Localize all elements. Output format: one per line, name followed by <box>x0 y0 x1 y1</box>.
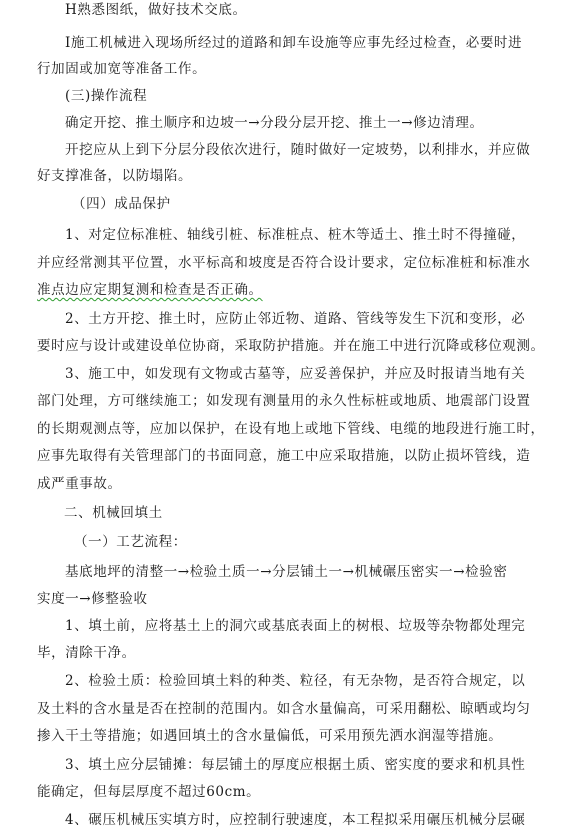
text-line-protection-3: 3、施工中，如发现有文物或古墓等，应妥善保护，并应及时报请当地有关 <box>65 366 526 382</box>
text-line-protection-2: 2、土方开挖、推土时，应防止邻近物、道路、管线等发生下沉和变形，必 <box>65 311 526 327</box>
text-line-protection-2-cont: 要时应与设计或建设单位协商，采取防护措施。并在施工中进行沉降或移位观测。 <box>37 338 545 354</box>
text-line-process-flow-cont: 实度一→修整验收 <box>37 591 148 607</box>
text-line-protection-3-end: 成严重事故。 <box>37 476 122 492</box>
text-line-backfill-2: 2、检验土质：检验回填土料的种类、粒径，有无杂物，是否符合规定，以 <box>65 673 526 689</box>
text-line-protection-3-cont-b: 的长期观测点等，应加以保护，在设有地上或地下管线、电缆的地段进行施工时， <box>37 421 545 437</box>
text-line-machinery-access-cont: 行加固或加宽等准备工作。 <box>37 61 207 77</box>
text-line-backfill-3-cont: 能确定，但每层厚度不超过60cm。 <box>37 784 261 800</box>
section-heading-operation-flow: (三)操作流程 <box>65 88 148 104</box>
text-line-backfill-3: 3、填土应分层铺摊：每层铺土的厚度应根据土质、密实度的要求和机具性 <box>65 757 526 773</box>
section-heading-mechanical-backfill: 二、机械回填土 <box>64 505 163 521</box>
text-line-operation-flow: 确定开挖、推土顺序和边坡一→分段分层开挖、推土一→修边清理。 <box>65 115 484 131</box>
section-heading-process-flow: （一）工艺流程： <box>74 534 187 550</box>
text-line-backfill-2-cont-b: 掺入干土等措施；如遇回填土的含水量偏低，可采用预先洒水润湿等措施。 <box>37 728 503 744</box>
text-line-excavation: 开挖应从上到下分层分段依次进行，随时做好一定坡势，以利排水，并应做 <box>65 142 531 158</box>
text-line-prep-drawings: H熟悉图纸，做好技术交底。 <box>65 2 247 18</box>
text-line-protection-3-cont-a: 部门处理，方可继续施工；如发现有测量用的永久性标桩或地质、地震部门设置 <box>37 393 531 409</box>
text-line-backfill-1-cont: 毕，清除干净。 <box>37 645 136 661</box>
text-line-backfill-2-cont-a: 及土料的含水量是否在控制的范围内。如含水量偏高，可采用翻松、晾晒或均匀 <box>37 701 531 717</box>
text-line-protection-3-cont-c: 应事先取得有关管理部门的书面同意，施工中应采取措施，以防止损坏管线，造 <box>37 448 531 464</box>
text-line-protection-1-cont: 并应经常测其平位置，水平标高和坡度是否符合设计要求，定位标准桩和标准水 <box>37 255 531 271</box>
text-line-backfill-1: 1、填土前，应将基土上的洞穴或基底表面上的树根、垃圾等杂物都处理完 <box>65 618 526 634</box>
text-line-excavation-cont: 好支撑准备，以防塌陷。 <box>37 168 193 184</box>
section-heading-product-protection: （四）成品保护 <box>72 196 171 212</box>
text-line-process-flow: 基底地坪的清整一→检验土质一→分层铺土一→机械碾压密实一→检验密 <box>65 564 508 580</box>
text-line-protection-1-end: 准点边应定期复测和检查是否正确。 <box>37 282 263 298</box>
text-line-machinery-access: I施工机械进入现场所经过的道路和卸车设施等应事先经过检查，必要时进 <box>65 35 523 51</box>
text-line-backfill-4: 4、碾压机械压实填方时，应控制行驶速度，本工程拟采用碾压机械分层碾 <box>65 812 526 828</box>
text-line-protection-1: 1、对定位标准桩、轴线引桩、标准桩点、桩木等适土、推土时不得撞碰， <box>65 227 526 243</box>
